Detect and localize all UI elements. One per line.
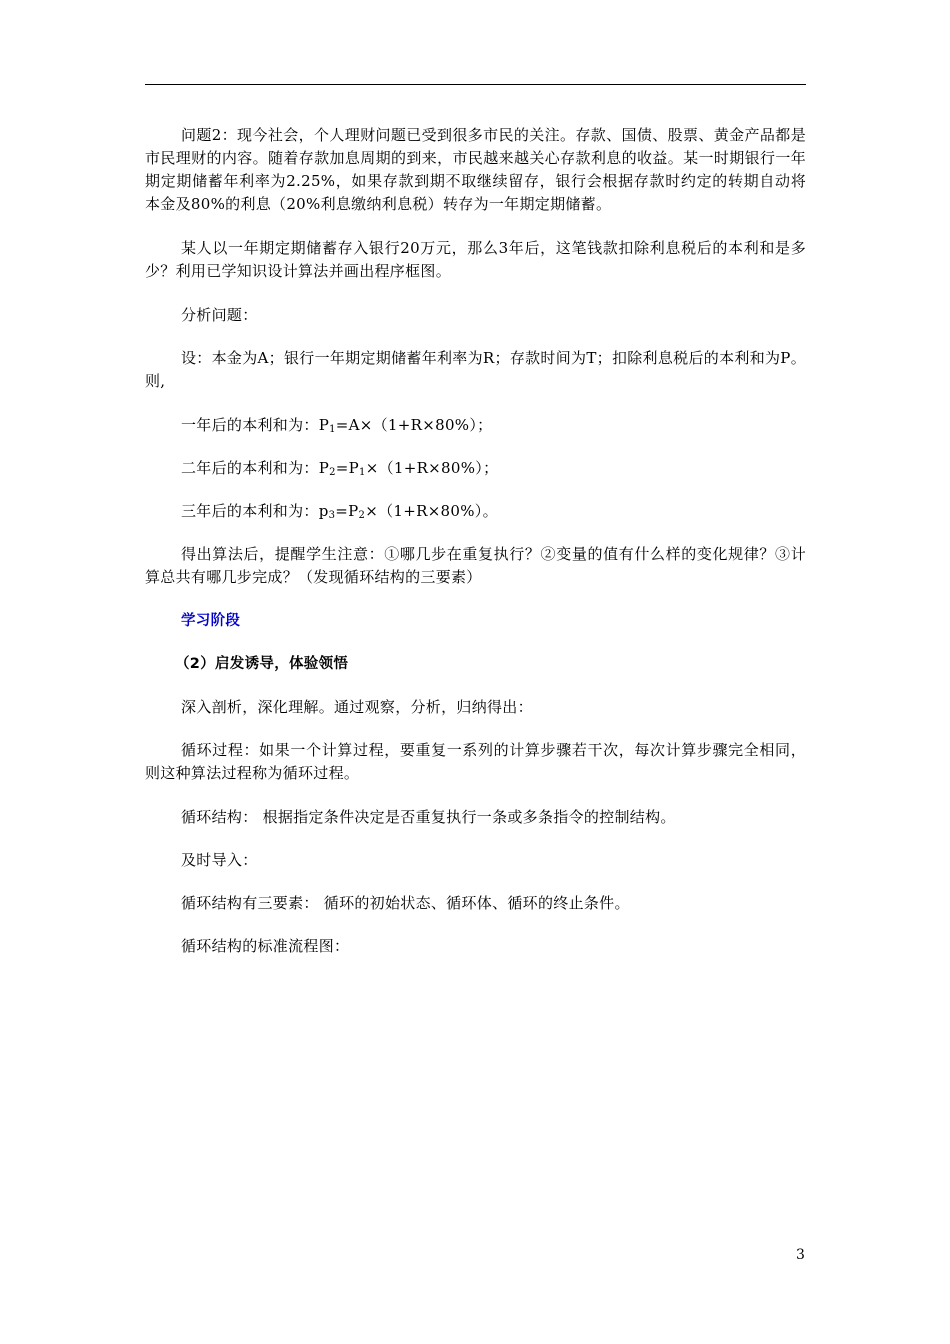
formula-year-2-mid: =P [335,459,360,477]
setup-paragraph: 设：本金为A；银行一年期定期储蓄年利率为R；存款时间为T；扣除利息税后的本利和为P。则, [145,349,806,390]
formula-year-2-rest: ×（1+R×80%）； [365,459,499,477]
formula-year-3 [145,500,806,523]
timely-intro-paragraph: 及时导入： [181,851,258,869]
formula-year-3-prefix: 三年后的本利和为：p [181,502,329,520]
page-body [145,124,806,978]
header-rule [145,84,806,85]
page-number: 3 [796,1247,805,1263]
formula-year-1-prefix: 一年后的本利和为：P [181,416,330,434]
loop-structure-paragraph: 循环结构： 根据指定条件决定是否重复执行一条或多条指令的控制结构。 [181,808,676,826]
formula-year-2-subscript-2: 1 [359,467,366,478]
formula-year-3-subscript: 3 [328,510,336,521]
formula-year-2-prefix: 二年后的本利和为：P [181,459,330,477]
section-2-heading: （2）启发诱导，体验领悟 [175,656,349,672]
learning-stage-heading: 学习阶段 [181,613,241,629]
standard-flowchart-paragraph: 循环结构的标准流程图： [181,937,350,955]
formula-year-3-rest: ×（1+R×80%）。 [365,502,498,520]
problem-2-paragraph: 问题2：现今社会，个人理财问题已受到很多市民的关注。存款、国债、股票、黄金产品都是市民理财的内容。随着存款加息周期的到来，市民越来越关心存款利息的收益。某一时期银行一年期定期储蓄年利率为2.25%，如果存款到期不取继续留存，银行会根据存款时约定的转期自动将本金及80%的利息（20%利息缴纳利息税）转存为一年期定期储蓄。 [145,126,806,213]
formula-year-1-rest: =A×（1+R×80%）； [335,416,493,434]
analysis-label: 分析问题： [181,306,258,324]
formula-year-1 [145,414,806,437]
remind-paragraph: 得出算法后，提醒学生注意：①哪几步在重复执行？②变量的值有什么样的变化规律？③计算总共有哪几步完成？（发现循环结构的三要素） [145,545,806,586]
formula-year-2 [145,457,806,480]
formula-year-3-subscript-2: 2 [358,510,366,521]
formula-year-1-subscript: 1 [329,424,336,435]
formula-year-2-subscript: 2 [329,467,336,478]
question-paragraph: 某人以一年期定期储蓄存入银行20万元，那么3年后，这笔钱款扣除利息税后的本利和是多少？利用已学知识设计算法并画出程序框图。 [145,239,806,280]
three-elements-paragraph: 循环结构有三要素： 循环的初始状态、循环体、循环的终止条件。 [181,894,630,912]
loop-process-paragraph: 循环过程：如果一个计算过程，要重复一系列的计算步骤若干次，每次计算步骤完全相同，则这种算法过程称为循环过程。 [145,741,806,782]
formula-year-3-mid: =P [335,502,359,520]
deep-analysis-paragraph: 深入剖析，深化理解。通过观察，分析，归纳得出： [181,698,533,716]
